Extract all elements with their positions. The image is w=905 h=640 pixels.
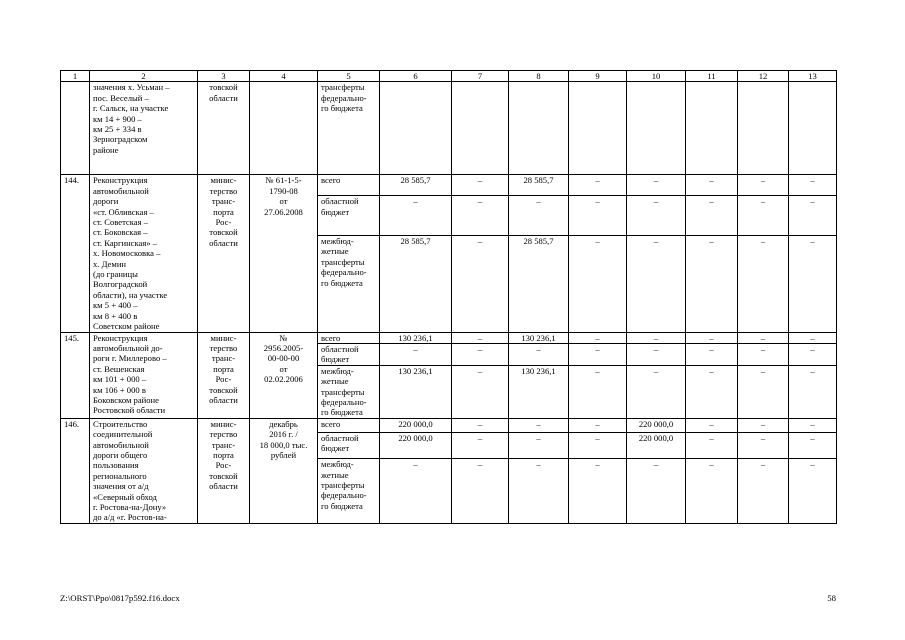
value-cell: – (452, 459, 509, 524)
object-name: значения х. Усьман – пос. Веселый – г. Сальск, на участке км 14 + 900 – км 25 + 334 в Зерноградском районе (90, 82, 198, 175)
funding-source: всего (318, 332, 380, 343)
col-header: 12 (738, 71, 789, 82)
value-cell: – (569, 418, 627, 432)
responsible-org: товской области (198, 82, 250, 175)
value-cell: – (452, 343, 509, 365)
value-cell: – (569, 459, 627, 524)
col-header: 2 (90, 71, 198, 82)
document-ref (250, 82, 318, 175)
responsible-org: минис- терство транс- порта Рос- товской области (198, 175, 250, 332)
column-number-row (61, 71, 837, 82)
value-cell (509, 82, 569, 175)
object-name: Реконструкция автомобильной до- роги г. Миллерово – ст. Вешенская км 101 + 000 – км 106 + 000 в Боковском районе Ростовской области (90, 332, 198, 418)
col-header: 4 (250, 71, 318, 82)
funding-source: областной бюджет (318, 343, 380, 365)
value-cell: – (569, 432, 627, 459)
col-header: 13 (789, 71, 837, 82)
value-cell: – (686, 418, 738, 432)
funding-source: областной бюджет (318, 196, 380, 236)
value-cell: – (509, 432, 569, 459)
col-header: 6 (380, 71, 452, 82)
row-number: 146. (61, 418, 90, 523)
responsible-org: минис- терство транс- порта Рос- товской области (198, 332, 250, 418)
col-header: 1 (61, 71, 90, 82)
value-cell: – (686, 365, 738, 418)
value-cell: – (738, 196, 789, 236)
value-cell: – (738, 459, 789, 524)
value-cell: 28 585,7 (509, 175, 569, 196)
value-cell: – (569, 196, 627, 236)
value-cell (569, 82, 627, 175)
funding-source: всего (318, 418, 380, 432)
value-cell: – (509, 459, 569, 524)
document-ref: № 2956.2005- 00-00-00 от 02.02.2006 (250, 332, 318, 418)
value-cell: 28 585,7 (509, 235, 569, 332)
table-row (61, 175, 837, 196)
value-cell: – (686, 432, 738, 459)
value-cell: – (452, 175, 509, 196)
value-cell: – (789, 418, 837, 432)
continued-row (61, 82, 837, 175)
value-cell: 220 000,0 (380, 418, 452, 432)
col-header: 9 (569, 71, 627, 82)
col-header: 11 (686, 71, 738, 82)
value-cell (452, 82, 509, 175)
value-cell: – (569, 235, 627, 332)
row-number: 144. (61, 175, 90, 332)
value-cell: – (627, 459, 686, 524)
value-cell: – (738, 343, 789, 365)
value-cell (380, 82, 452, 175)
value-cell: – (789, 332, 837, 343)
value-cell: – (627, 235, 686, 332)
funding-source: межбюд- жетные трансферты федерально- го бюджета (318, 459, 380, 524)
value-cell: 130 236,1 (509, 365, 569, 418)
col-header: 8 (509, 71, 569, 82)
value-cell: – (452, 235, 509, 332)
document-ref: декабрь 2016 г. / 18 000,0 тыс. рублей (250, 418, 318, 523)
value-cell: – (509, 196, 569, 236)
value-cell: – (686, 343, 738, 365)
value-cell: – (452, 196, 509, 236)
value-cell: – (789, 196, 837, 236)
value-cell: – (686, 196, 738, 236)
value-cell: 130 236,1 (380, 332, 452, 343)
value-cell: 28 585,7 (380, 175, 452, 196)
value-cell: 130 236,1 (509, 332, 569, 343)
value-cell: – (686, 175, 738, 196)
value-cell: – (789, 343, 837, 365)
page-number: 58 (827, 593, 836, 603)
value-cell: – (627, 343, 686, 365)
value-cell: – (738, 365, 789, 418)
value-cell: 220 000,0 (627, 418, 686, 432)
value-cell: – (509, 343, 569, 365)
value-cell: – (509, 418, 569, 432)
row-number: 145. (61, 332, 90, 418)
value-cell (738, 82, 789, 175)
object-name: Строительство соединительной автомобильной дороги общего пользования регионального значения от а/д «Северный обход г. Ростова-на-Дону» до а/д «г. Ростов-на- (90, 418, 198, 523)
value-cell: – (380, 196, 452, 236)
col-header: 3 (198, 71, 250, 82)
value-cell: – (738, 418, 789, 432)
value-cell: – (380, 343, 452, 365)
value-cell: 220 000,0 (380, 432, 452, 459)
col-header: 7 (452, 71, 509, 82)
funding-source: трансферты федерально- го бюджета (318, 82, 380, 175)
value-cell: – (627, 332, 686, 343)
value-cell: – (738, 175, 789, 196)
value-cell: – (569, 332, 627, 343)
value-cell: – (738, 235, 789, 332)
responsible-org: минис- терство транс- порта Рос- товской области (198, 418, 250, 523)
value-cell: 130 236,1 (380, 365, 452, 418)
value-cell: – (569, 343, 627, 365)
value-cell: – (452, 418, 509, 432)
value-cell: – (686, 459, 738, 524)
value-cell (627, 82, 686, 175)
value-cell: 220 000,0 (627, 432, 686, 459)
value-cell: – (452, 332, 509, 343)
value-cell: – (789, 175, 837, 196)
file-path: Z:\ORST\Ppo\0817p592.f16.docx (60, 593, 180, 603)
value-cell: – (627, 365, 686, 418)
funding-source: межбюд- жетные трансферты федерально- го бюджета (318, 365, 380, 418)
row-number (61, 82, 90, 175)
value-cell: – (627, 196, 686, 236)
value-cell: – (686, 235, 738, 332)
value-cell: – (789, 365, 837, 418)
program-table (60, 70, 837, 524)
funding-source: областной бюджет (318, 432, 380, 459)
value-cell: – (569, 175, 627, 196)
value-cell: – (789, 432, 837, 459)
value-cell: – (686, 332, 738, 343)
value-cell (686, 82, 738, 175)
funding-source: всего (318, 175, 380, 196)
table-row (61, 418, 837, 432)
value-cell: – (789, 235, 837, 332)
value-cell: – (452, 365, 509, 418)
col-header: 10 (627, 71, 686, 82)
value-cell: – (738, 432, 789, 459)
funding-source: межбюд- жетные трансферты федерально- го бюджета (318, 235, 380, 332)
value-cell: – (738, 332, 789, 343)
object-name: Реконструкция автомобильной дороги «ст. Обливская – ст. Советская – ст. Боковская – ст. Каргинская» – х. Новомосковка – х. Демин (до границы Волгоградской области), на участке км 5 + 400 – км 8 + 400 в Советском районе (90, 175, 198, 332)
document-ref: № 61-1-5- 1790-08 от 27.06.2008 (250, 175, 318, 332)
value-cell: 28 585,7 (380, 235, 452, 332)
value-cell: – (789, 459, 837, 524)
table-row (61, 332, 837, 343)
col-header: 5 (318, 71, 380, 82)
value-cell: – (380, 459, 452, 524)
value-cell: – (452, 432, 509, 459)
value-cell (789, 82, 837, 175)
value-cell: – (627, 175, 686, 196)
value-cell: – (569, 365, 627, 418)
